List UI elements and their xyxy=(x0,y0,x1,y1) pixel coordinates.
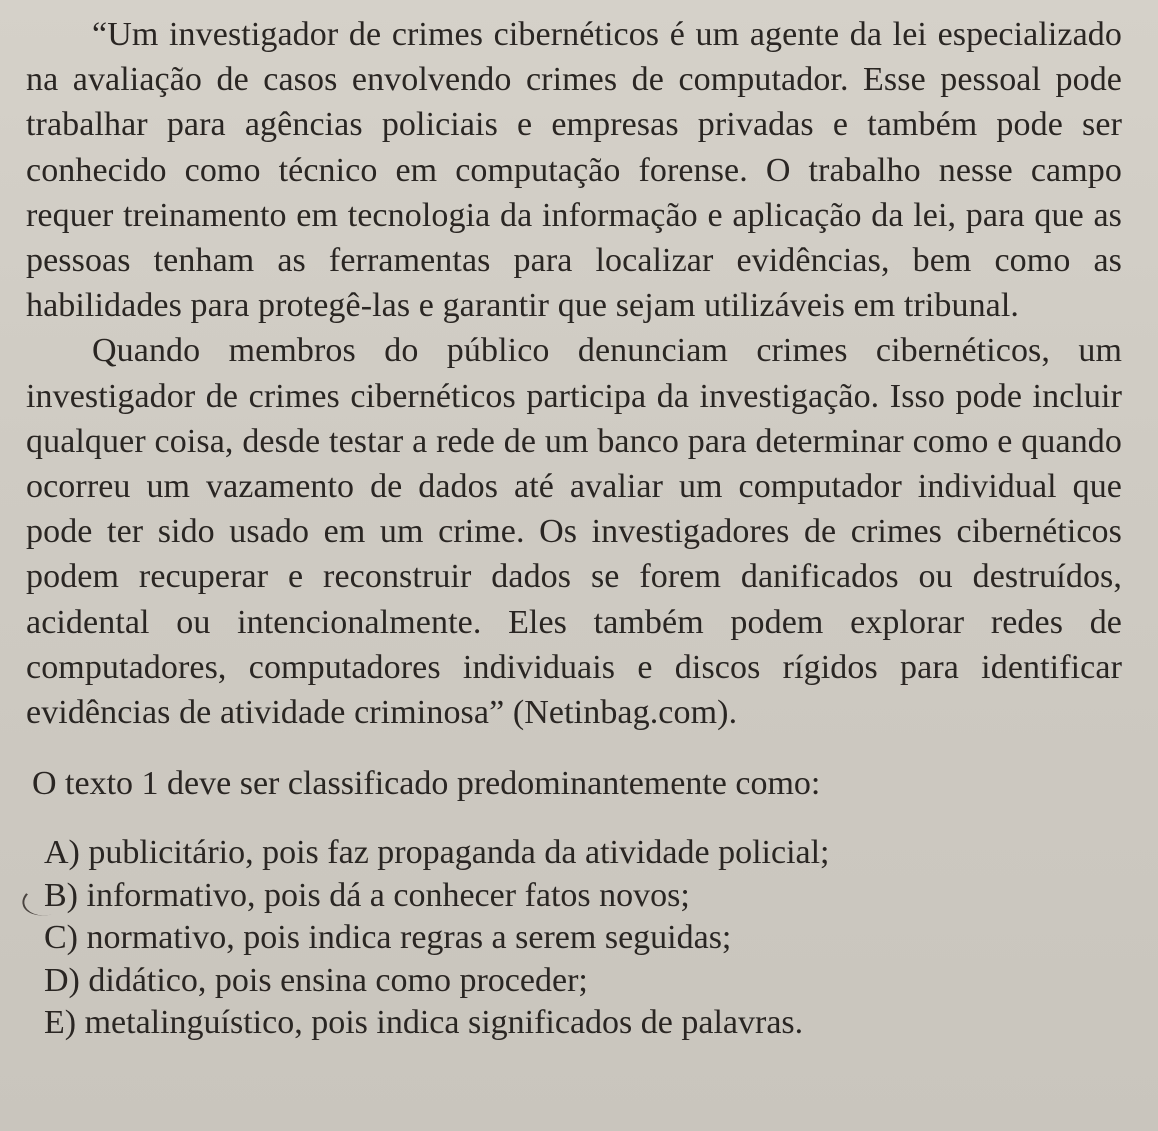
option-b[interactable] xyxy=(44,875,1122,918)
question-prompt: O texto 1 deve ser classificado predominantemente como: xyxy=(32,765,821,803)
option-e[interactable]: E) metalinguístico, pois indica significados de palavras. xyxy=(44,1004,804,1042)
answer-options xyxy=(26,832,1122,1045)
option-c[interactable]: C) normativo, pois indica regras a serem seguidas; xyxy=(44,919,732,957)
text-paragraph-1: “Um investigador de crimes cibernéticos é um agente da lei especializado na avaliação de casos envolvendo crimes de computador. Esse pessoal pode trabalhar para agências policiais e empresas privadas e também pode ser conhecido como técnico em computação forense. O trabalho nesse campo requer treinamento em tecnologia da informação e aplicação da lei, para que as pessoas tenham as ferramentas para localizar evidências, bem como as habilidades para protegê-las e garantir que sejam utilizáveis em tribunal. xyxy=(26,16,1122,325)
option-b-text: B) informativo, pois dá a conhecer fatos novos; xyxy=(44,876,690,914)
text-paragraph-2: Quando membros do público denunciam crimes cibernéticos, um investigador de crimes cibernéticos participa da investigação. Isso pode incluir qualquer coisa, desde testar a rede de um banco para determinar como e quando ocorreu um vazamento de dados até avaliar um computador individual que pode ter sido usado em um crime. Os investigadores de crimes cibernéticos podem recuperar e reconstruir dados se forem danificados ou destruídos, acidental ou intencionalmente. Eles também podem explorar redes de computadores, computadores individuais e discos rígidos para identificar evidências de atividade criminosa” (Netinbag.com). xyxy=(26,332,1122,732)
document-page xyxy=(26,12,1122,1045)
option-d[interactable]: D) didático, pois ensina como proceder; xyxy=(44,961,588,999)
option-a[interactable]: A) publicitário, pois faz propaganda da atividade policial; xyxy=(44,834,830,872)
